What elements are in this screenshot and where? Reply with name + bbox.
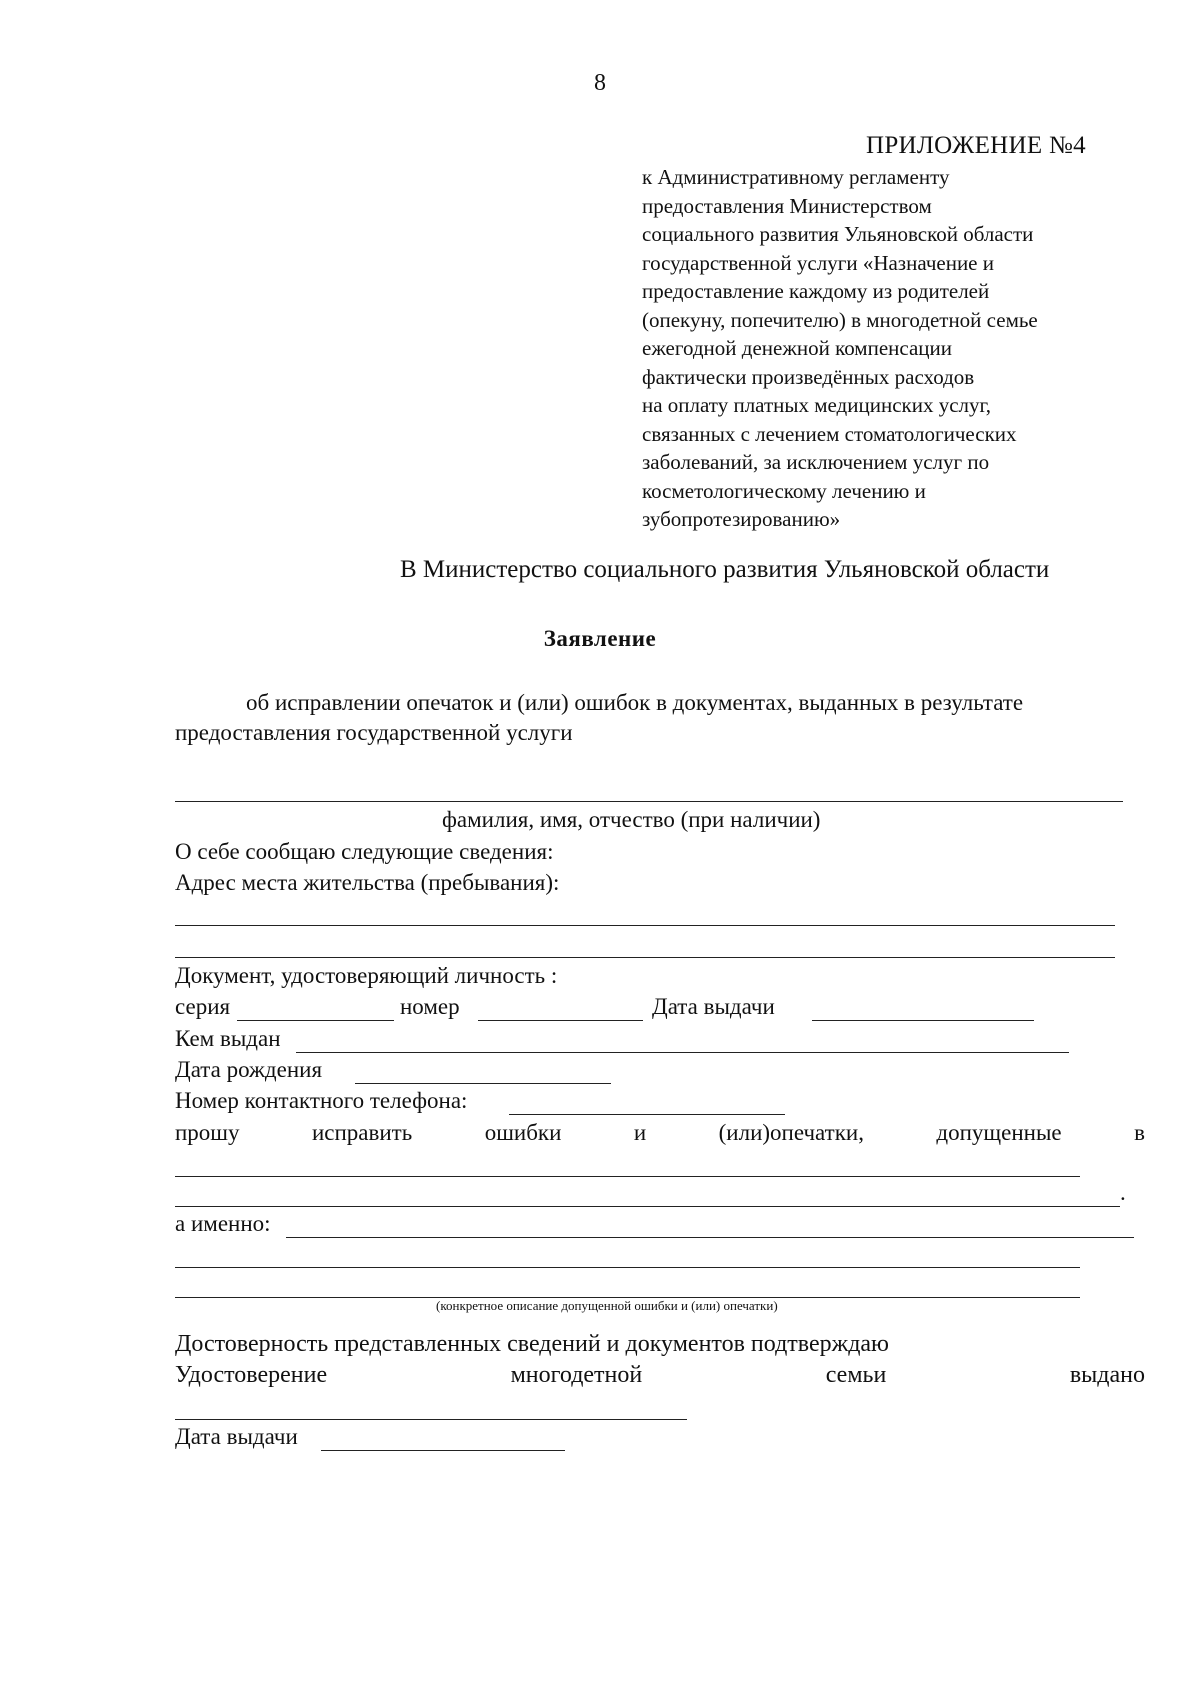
form-subtitle-line: об исправлении опечаток и (или) ошибок в документах, выданных в результате (246, 690, 1024, 715)
page-number: 8 (594, 70, 606, 96)
form-title: Заявление (543, 626, 657, 651)
error-caption: (конкретное описание допущенной ошибки и (или) опечатки) (436, 1298, 778, 1313)
certificate-issuer-blank[interactable] (175, 1419, 687, 1420)
document-name-blank[interactable] (175, 1176, 1080, 1177)
number-blank[interactable] (478, 1020, 643, 1021)
request-word: исправить (311, 1120, 413, 1145)
phone-blank[interactable] (509, 1114, 785, 1115)
request-row (175, 1120, 1145, 1146)
id-document-label: Документ, удостоверяющий личность : (175, 963, 558, 988)
form-subtitle-line: предоставления государственной услуги (175, 720, 573, 745)
appendix-line: на оплату платных медицинских услуг, (642, 393, 992, 417)
addressee: В Министерство социального развития Ульяновской области (400, 556, 1050, 583)
appendix-title: ПРИЛОЖЕНИЕ №4 (866, 132, 1086, 159)
appendix-line: связанных с лечением стоматологических (642, 421, 1017, 446)
appendix-line: к Административному регламенту (642, 165, 950, 189)
birth-date-label: Дата рождения (175, 1057, 323, 1082)
number-label: номер (400, 994, 460, 1019)
certificate-word: выдано (1069, 1362, 1145, 1388)
request-word: и (633, 1120, 647, 1145)
error-description-blank[interactable] (175, 1267, 1080, 1268)
request-word: прошу (175, 1120, 240, 1145)
appendix-line: заболеваний, за исключением услуг по (642, 450, 990, 474)
about-self-label: О себе сообщаю следующие сведения: (175, 839, 554, 864)
request-word: в (1134, 1120, 1145, 1145)
document-name-blank[interactable] (175, 1206, 1120, 1207)
cert-issue-date-label: Дата выдачи (175, 1424, 298, 1449)
appendix-line: ежегодной денежной компенсации (642, 336, 953, 360)
appendix-line: (опекуну, попечителю) в многодетной семье (642, 307, 1038, 332)
certificate-word: многодетной (510, 1362, 643, 1388)
fio-caption: фамилия, имя, отчество (при наличии) (442, 807, 821, 832)
appendix-line: косметологическому лечению и (642, 478, 926, 503)
namely-blank[interactable] (286, 1237, 1134, 1238)
phone-label: Номер контактного телефона: (175, 1088, 468, 1113)
issue-date-label: Дата выдачи (652, 994, 775, 1019)
certificate-word: Удостоверение (175, 1362, 328, 1388)
request-word: (или)опечатки, (718, 1120, 864, 1145)
issued-by-blank[interactable] (296, 1052, 1069, 1053)
appendix-line: государственной услуги «Назначение и (642, 250, 994, 275)
address-blank[interactable] (175, 925, 1115, 926)
appendix-line: предоставление каждому из родителей (642, 279, 990, 303)
namely-label: а именно: (175, 1211, 271, 1236)
appendix-line: зубопротезированию» (642, 507, 841, 531)
birth-date-blank[interactable] (355, 1083, 611, 1084)
certificate-word: семьи (825, 1362, 887, 1388)
cert-issue-date-blank[interactable] (321, 1450, 565, 1451)
appendix-text (642, 163, 1038, 534)
request-word: ошибки (484, 1120, 562, 1145)
request-word: допущенные (936, 1120, 1062, 1145)
address-label: Адрес места жительства (пребывания): (175, 870, 560, 895)
appendix-line: фактически произведённых расходов (642, 364, 975, 389)
issued-by-label: Кем выдан (175, 1026, 281, 1051)
certificate-row (175, 1362, 1145, 1389)
appendix-line: предоставления Министерством (642, 193, 932, 218)
fio-blank[interactable] (175, 801, 1123, 802)
series-blank[interactable] (237, 1020, 394, 1021)
appendix-line: социального развития Ульяновской области (642, 222, 1034, 246)
address-blank[interactable] (175, 957, 1115, 958)
confirm-statement: Достоверность представленных сведений и документов подтверждаю (175, 1331, 889, 1357)
series-label: серия (175, 994, 231, 1019)
period-mark: . (1120, 1180, 1126, 1205)
issue-date-blank[interactable] (812, 1020, 1034, 1021)
